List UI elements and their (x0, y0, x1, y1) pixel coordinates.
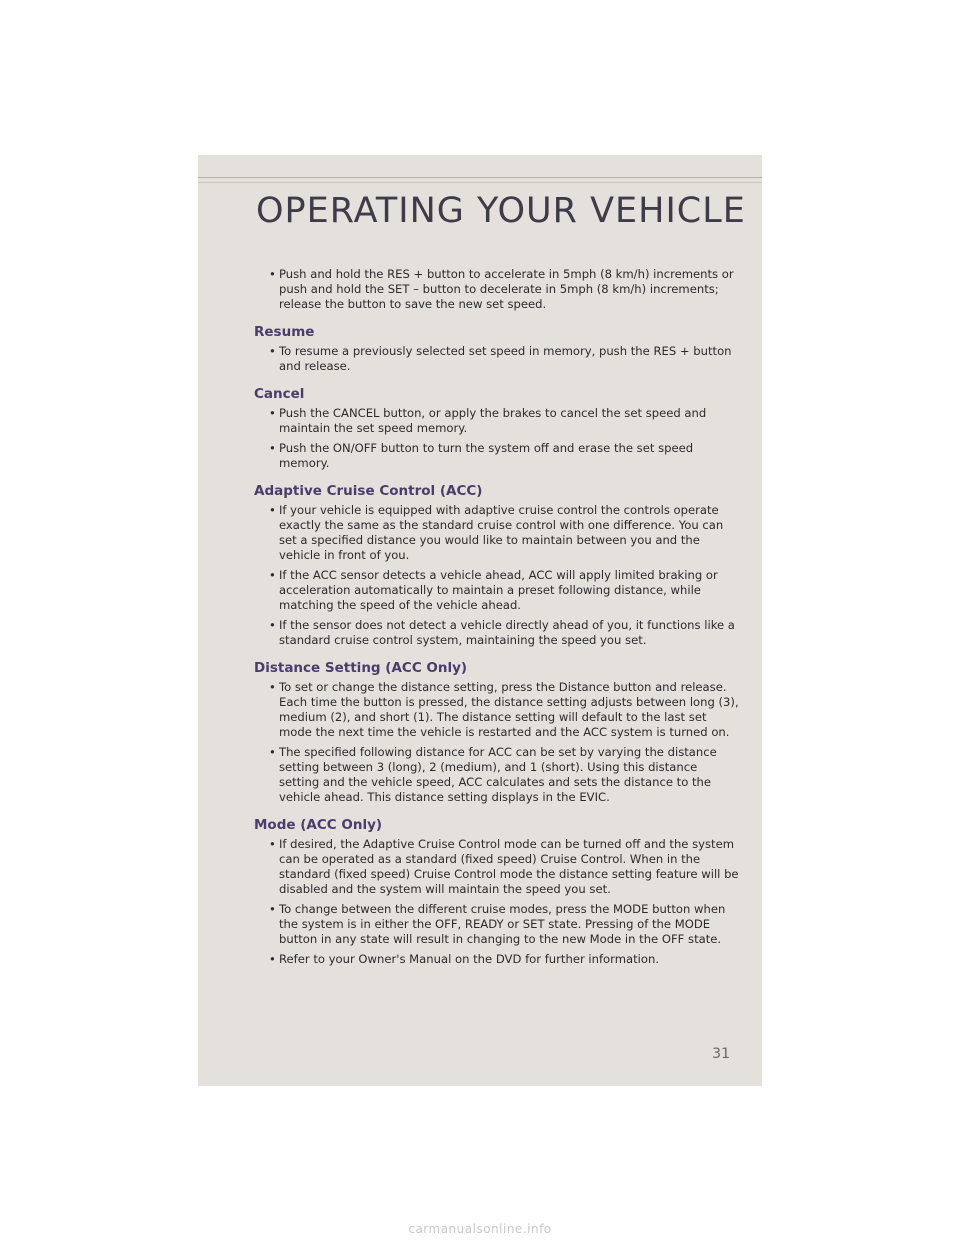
section-heading: Mode (ACC Only) (254, 817, 383, 833)
manual-page (198, 155, 762, 1086)
watermark-site[interactable]: carmanualsonline.info (408, 1222, 552, 1236)
section-heading: Distance Setting (ACC Only) (254, 660, 468, 676)
section-heading: Resume (254, 324, 315, 340)
bullet-item: • To change between the different cruise modes, press the MODE button when the system is in either the OFF, READY or SET state. Pressing of the MODE button in any state will result in changing to the new Mode in the OFF state. (254, 902, 740, 947)
bullet-list (254, 267, 740, 312)
section-heading: Cancel (254, 386, 305, 402)
page-content (254, 267, 740, 972)
header-rule (198, 177, 762, 178)
bullet-item: • Push and hold the RES + button to accelerate in 5mph (8 km/h) increments or push and hold the SET – button to decelerate in 5mph (8 km/h) increments; release the button to save the new set speed. (254, 267, 740, 312)
bullet-list (254, 503, 740, 648)
bullet-item: • Push the ON/OFF button to turn the system off and erase the set speed memory. (254, 441, 740, 471)
content-section (254, 267, 740, 312)
bullet-list (254, 344, 740, 374)
bullet-list (254, 680, 740, 805)
bullet-list (254, 837, 740, 967)
content-section (254, 660, 740, 805)
page-title: OPERATING YOUR VEHICLE (256, 191, 746, 231)
content-section (254, 817, 740, 967)
page-number: 31 (712, 1046, 730, 1062)
content-section (254, 386, 740, 471)
content-section (254, 483, 740, 648)
bullet-item: • If the ACC sensor detects a vehicle ahead, ACC will apply limited braking or acceleration automatically to maintain a preset following distance, while matching the speed of the vehicle ahead. (254, 568, 740, 613)
bullet-item: • If the sensor does not detect a vehicle directly ahead of you, it functions like a standard cruise control system, maintaining the speed you set. (254, 618, 740, 648)
bullet-item: • Refer to your Owner's Manual on the DVD for further information. (254, 952, 740, 967)
header-rule-secondary (198, 182, 762, 183)
bullet-item: • To set or change the distance setting, press the Distance button and release. Each time the button is pressed, the distance setting adjusts between long (3), medium (2), and short (1). The distance setting will default to the last set mode the next time the vehicle is restarted and the ACC system is turned on. (254, 680, 740, 740)
bullet-item: • To resume a previously selected set speed in memory, push the RES + button and release. (254, 344, 740, 374)
bullet-item: • If your vehicle is equipped with adaptive cruise control the controls operate exactly the same as the standard cruise control with one difference. You can set a specified distance you would like to maintain between you and the vehicle in front of you. (254, 503, 740, 563)
bullet-item: • If desired, the Adaptive Cruise Control mode can be turned off and the system can be operated as a standard (fixed speed) Cruise Control. When in the standard (fixed speed) Cruise Control mode the distance setting feature will be disabled and the system will maintain the speed you set. (254, 837, 740, 897)
content-section (254, 324, 740, 374)
bullet-item: • The specified following distance for ACC can be set by varying the distance setting between 3 (long), 2 (medium), and 1 (short). Using this distance setting and the vehicle speed, ACC calculates and sets the distance to the vehicle ahead. This distance setting displays in the EVIC. (254, 745, 740, 805)
section-heading: Adaptive Cruise Control (ACC) (254, 483, 483, 499)
bullet-list (254, 406, 740, 471)
bullet-item: • Push the CANCEL button, or apply the brakes to cancel the set speed and maintain the set speed memory. (254, 406, 740, 436)
